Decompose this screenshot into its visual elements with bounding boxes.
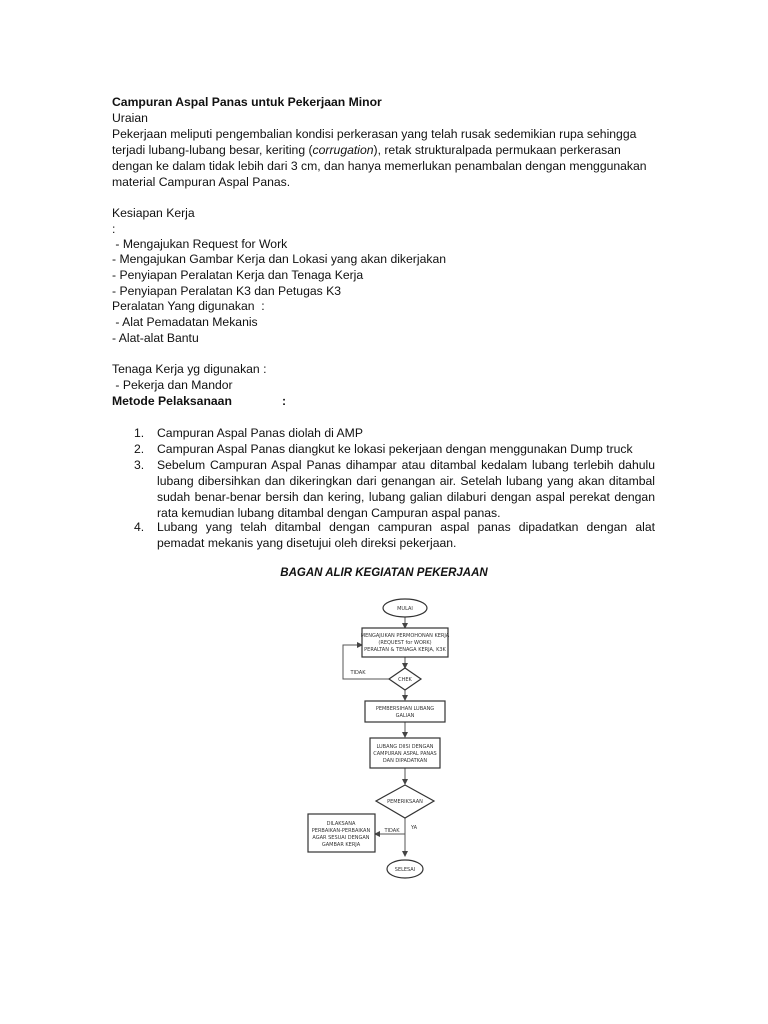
tenaga-heading: Tenaga Kerja yg digunakan : xyxy=(112,362,267,376)
ya-label: YA xyxy=(410,825,418,831)
description-part1: Pekerjaan meliputi pengembalian kondisi perkerasan yang telah rusak sedemikian rupa sehingga terjadi lubang-lubang besar, keriting ( xyxy=(112,127,637,157)
step1-label: (REQUEST for WORK) xyxy=(378,640,432,646)
description-part2: ), retak strukturalpada permukaan perkerasan dengan ke dalam tidak lebih dari 3 cm, dan hanya memerlukan penambalan dengan menggunakan material Campuran Aspal Panas. xyxy=(112,143,647,189)
step-number: 1. xyxy=(134,426,145,440)
step3-label: LUBANG DIISI DENGAN xyxy=(376,744,434,750)
inspection-label: PEMERIKSAAN xyxy=(387,799,423,805)
peralatan-heading: Peralatan Yang digunakan : xyxy=(112,299,265,313)
description-italic: corrugation xyxy=(312,143,374,157)
uraian-heading: Uraian xyxy=(112,111,148,125)
metode-colon: : xyxy=(282,394,287,408)
step1-label: MENGAJUKAN PERMOHONAN KERJA xyxy=(360,633,450,639)
flowchart-title: BAGAN ALIR KEGIATAN PEKERJAAN xyxy=(280,567,488,579)
kesiapan-heading: Kesiapan Kerja xyxy=(112,206,195,220)
step-number: 4. xyxy=(134,520,145,534)
metode-heading: Metode Pelaksanaan xyxy=(112,394,232,408)
end-label: SELESAI xyxy=(394,867,416,873)
kesiapan-item: - Mengajukan Gambar Kerja dan Lokasi yang akan dikerjakan xyxy=(112,252,446,266)
repair-label: AGAR SESUAI DENGAN xyxy=(312,835,370,841)
step2-label: GALIAN xyxy=(395,713,415,719)
step-number: 2. xyxy=(134,442,145,456)
kesiapan-item: - Penyiapan Peralatan Kerja dan Tenaga Kerja xyxy=(112,268,364,282)
repair-label: PERBAIKAN-PERBAIKAN xyxy=(311,828,371,834)
tidak-label: TIDAK xyxy=(384,828,400,834)
document-title: Campuran Aspal Panas untuk Pekerjaan Minor xyxy=(112,95,382,109)
tidak-label: TIDAK xyxy=(350,670,366,676)
kesiapan-item: - Mengajukan Request for Work xyxy=(112,237,288,251)
step-text: Campuran Aspal Panas diangkut ke lokasi pekerjaan dengan menggunakan Dump truck xyxy=(157,442,633,456)
kesiapan-item: - Penyiapan Peralatan K3 dan Petugas K3 xyxy=(112,284,342,298)
step3-label: CAMPURAN ASPAL PANAS xyxy=(373,751,437,757)
step2-label: PEMBERSIHAN LUBANG xyxy=(375,706,435,712)
step-text: Lubang yang telah ditambal dengan campuran aspal panas dipadatkan dengan alat pemadat mekanis yang disetujui oleh direksi pekerjaan. xyxy=(157,520,655,550)
step-number: 3. xyxy=(134,458,145,472)
repair-label: DILAKSANA xyxy=(326,821,356,827)
peralatan-item: - Alat Pemadatan Mekanis xyxy=(112,315,258,329)
step-text: Sebelum Campuran Aspal Panas dihampar atau ditambal kedalam lubang terlebih dahulu lubang dibersihkan dan dikeringkan dari genangan air. Setelah lubang yang akan ditambal sudah benar-benar bersih dan kering, lubang galian dilaburi dengan aspal perekat dengan rata kemudian lubang ditambal dengan Campuran aspal panas. xyxy=(157,458,655,520)
step-text: Campuran Aspal Panas diolah di AMP xyxy=(157,426,363,440)
step1-label: PERALTAN & TENAGA KERJA, K3K xyxy=(364,647,446,653)
kesiapan-colon: : xyxy=(112,222,116,236)
start-label: MULAI xyxy=(397,606,413,612)
step3-label: DAN DIPADATKAN xyxy=(382,758,428,764)
peralatan-item: - Alat-alat Bantu xyxy=(112,331,199,345)
repair-label: GAMBAR KERJA xyxy=(321,842,361,848)
tenaga-item: - Pekerja dan Mandor xyxy=(112,378,233,392)
check-label: CHEK xyxy=(398,677,412,683)
